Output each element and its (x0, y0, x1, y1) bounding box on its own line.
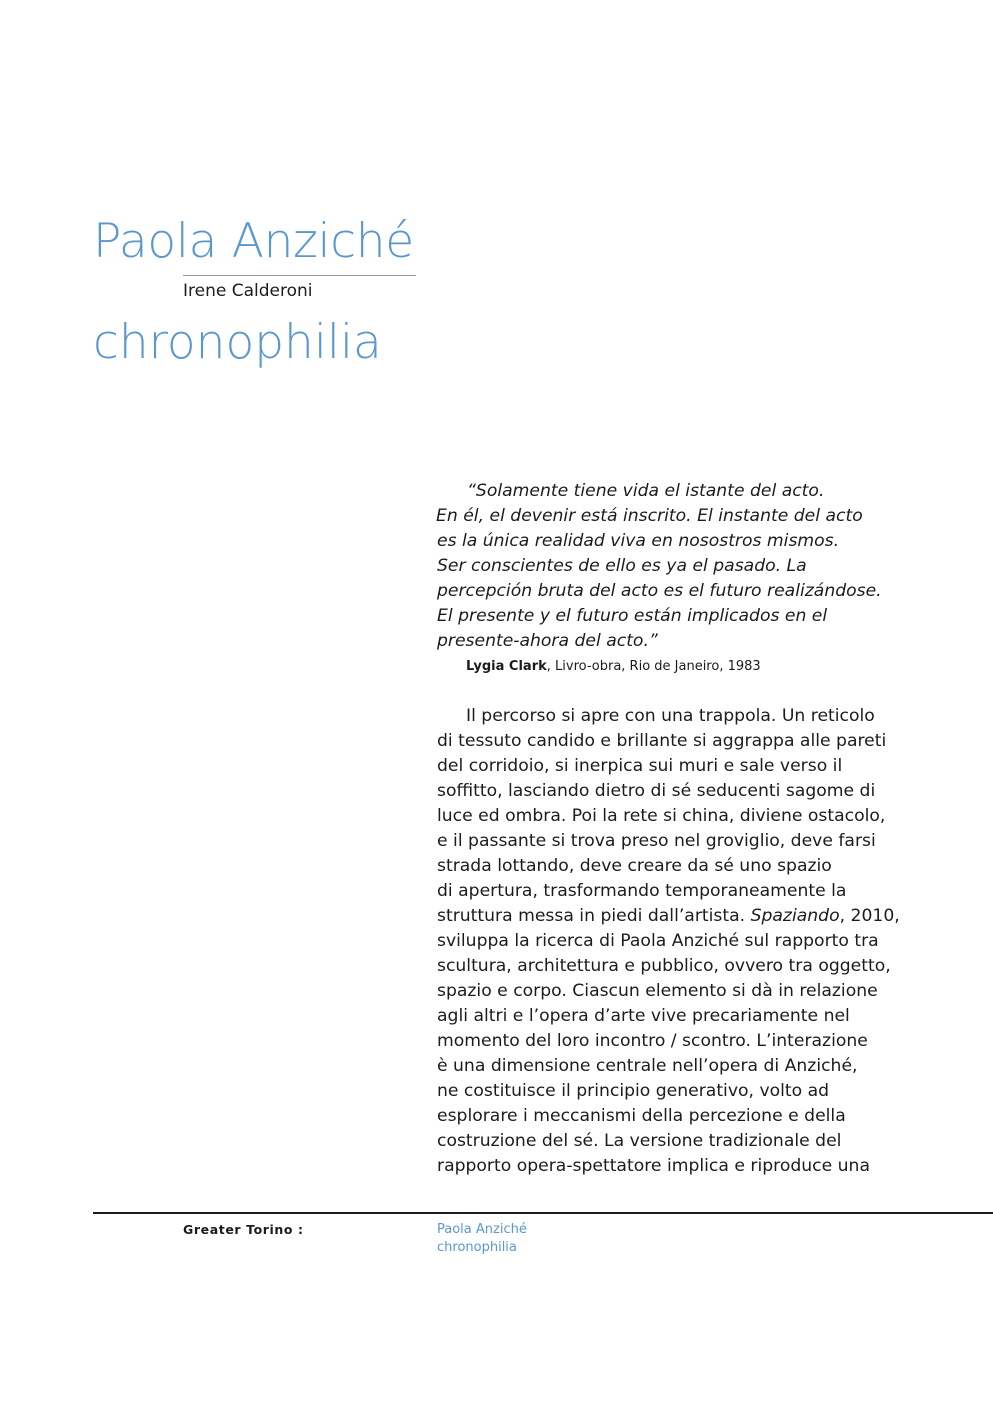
body-line (437, 904, 907, 929)
body-line: momento del loro incontro / scontro. L’interazione (437, 1031, 868, 1051)
author-name: Irene Calderoni (183, 281, 313, 301)
body-line: soffitto, lasciando dietro di sé seducenti sagome di (437, 781, 876, 801)
body-line: di tessuto candido e brillante si aggrappa alle pareti (437, 731, 887, 751)
body-line: rapporto opera-spettatore implica e riproduce una (437, 1156, 870, 1176)
body-line: costruzione del sé. La versione tradizionale del (437, 1131, 842, 1151)
body-text (437, 704, 907, 1179)
title-divider (183, 275, 416, 276)
body-line: strada lottando, deve creare da sé uno spazio (437, 856, 832, 876)
body-line: scultura, architettura e pubblico, ovvero tra oggetto, (437, 956, 891, 976)
quote-line: “Solamente tiene vida el istante del acto. (467, 481, 825, 501)
quote-line: es la única realidad viva en nosostros mismos. (437, 531, 840, 551)
quote-line: Ser conscientes de ello es ya el pasado. La (437, 556, 807, 576)
body-line-start: struttura messa in piedi dall’artista. (437, 906, 751, 926)
artwork-title: Spaziando (750, 906, 840, 926)
epigraph-attribution (466, 657, 761, 677)
footer-section-label: Greater Torino : (183, 1222, 304, 1237)
body-line: ne costituisce il principio generativo, volto ad (437, 1081, 830, 1101)
quote-line: presente-ahora del acto.” (437, 631, 658, 651)
running-subtitle: chronophilia (437, 1240, 517, 1255)
quote-line: percepción bruta del acto es el futuro realizándose. (437, 581, 882, 601)
body-line: sviluppa la ricerca di Paola Anziché sul rapporto tra (437, 931, 879, 951)
quote-line: En él, el devenir está inscrito. El instante del acto (436, 506, 863, 526)
body-line: di apertura, trasformando temporaneamente la (437, 881, 847, 901)
body-line: è una dimensione centrale nell’opera di Anziché, (437, 1056, 858, 1076)
page-title: Paola Anziché (93, 214, 414, 269)
attribution-source: , Livro-obra, Rio de Janeiro, 1983 (546, 659, 761, 674)
body-line: del corridoio, si inerpica sui muri e sale verso il (437, 756, 843, 776)
body-line: e il passante si trova preso nel groviglio, deve farsi (437, 831, 876, 851)
body-line: agli altri e l’opera d’arte vive precariamente nel (437, 1006, 850, 1026)
epigraph-quote (437, 479, 907, 654)
body-line: esplorare i meccanismi della percezione e della (437, 1106, 846, 1126)
page-subtitle: chronophilia (93, 315, 382, 370)
body-line-end: , 2010, (839, 906, 900, 926)
quote-line: El presente y el futuro están implicados en el (437, 606, 828, 626)
attribution-author: Lygia Clark (466, 659, 547, 674)
body-line: luce ed ombra. Poi la rete si china, diviene ostacolo, (437, 806, 886, 826)
body-line: Il percorso si apre con una trappola. Un reticolo (466, 706, 875, 726)
body-line: spazio e corpo. Ciascun elemento si dà in relazione (437, 981, 878, 1001)
running-title: Paola Anziché (437, 1222, 527, 1237)
footer-divider (93, 1212, 993, 1214)
footer-running-title (437, 1221, 527, 1257)
